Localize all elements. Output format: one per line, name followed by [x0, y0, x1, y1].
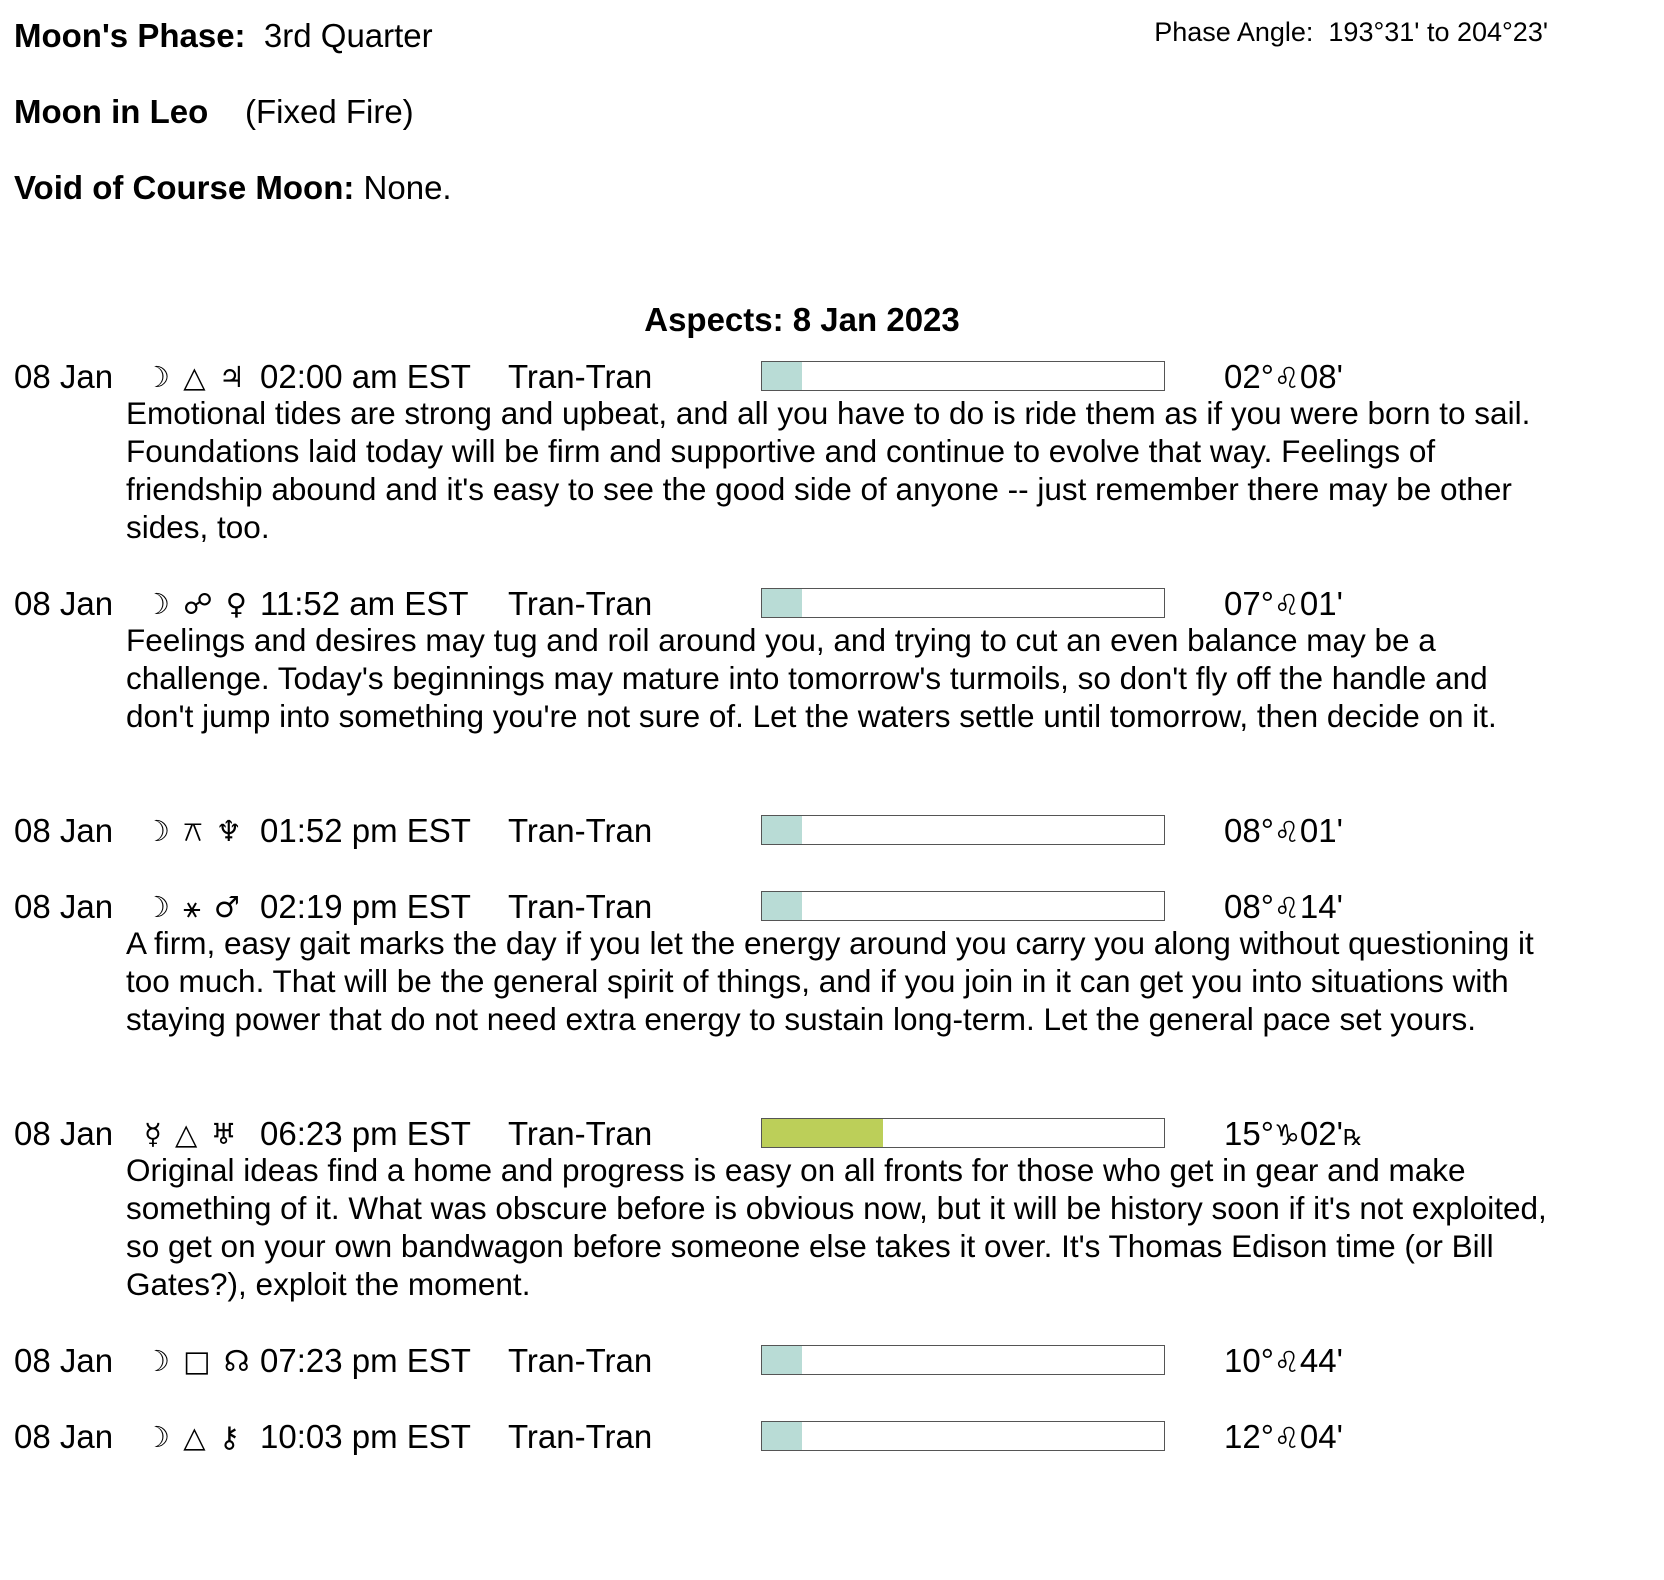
position-minutes: 01' [1299, 585, 1343, 622]
zodiac-sign-icon: ♌ [1273, 1421, 1300, 1455]
aspect-date: 08 Jan [14, 888, 114, 925]
aspect-position [1224, 584, 1343, 625]
aspect-description: Emotional tides are strong and upbeat, and all you have to do is ride them as if you were born to sail. Foundations laid today will be firm and supportive and continue to evolve that way. Feelings of friendship abound and it's easy to see the good side of anyone -- just remember there may be other sides, too. [126, 395, 1531, 545]
void-label: Void of Course Moon: [14, 169, 355, 206]
aspect-symbols: ☽ ⚹ ♂ [144, 890, 242, 924]
aspect-position [1224, 1417, 1343, 1458]
aspect-time: 07:23 pm EST [260, 1342, 471, 1379]
zodiac-sign-icon: ♌ [1273, 815, 1300, 849]
aspect-strength-bar [761, 1421, 1165, 1451]
aspect-entry [0, 1417, 1664, 1457]
zodiac-sign-icon: ♌ [1273, 891, 1300, 925]
aspect-description: A firm, easy gait marks the day if you let the energy around you carry you along without questioning it too much. That will be the general spirit of things, and if you join in it can get you into situations with staying power that do not need extra energy to sustain long-term. Let the general pace set yours. [126, 925, 1534, 1037]
aspect-strength-bar [761, 588, 1165, 618]
aspect-type: Tran-Tran [508, 1418, 653, 1455]
aspect-row [0, 1114, 1664, 1154]
aspect-time: 11:52 am EST [260, 585, 469, 622]
aspect-strength-fill [762, 1422, 802, 1450]
position-minutes: 04' [1299, 1418, 1343, 1455]
aspect-symbols: ☿ △ ♅ [144, 1117, 239, 1151]
aspect-strength-fill [762, 1119, 883, 1147]
aspect-entry [0, 1114, 1664, 1303]
aspect-symbols: ☽ □ ☊ [144, 1344, 252, 1378]
aspect-strength-bar [761, 1118, 1165, 1148]
aspect-date: 08 Jan [14, 585, 114, 622]
aspect-row [0, 887, 1664, 927]
aspect-row [0, 1417, 1664, 1457]
moon-sign-label: Moon in Leo [14, 93, 209, 130]
aspect-entry [0, 811, 1664, 851]
zodiac-sign-icon: ♌ [1273, 588, 1300, 622]
aspect-entry [0, 1341, 1664, 1381]
moon-sign-element: (Fixed Fire) [244, 93, 414, 130]
aspect-type: Tran-Tran [508, 1115, 653, 1152]
void-value: None. [363, 169, 452, 206]
aspects-title: Aspects: 8 Jan 2023 [644, 301, 960, 338]
moon-phase-line [14, 16, 433, 56]
aspect-type: Tran-Tran [508, 812, 653, 849]
aspect-position [1224, 357, 1343, 398]
aspect-strength-fill [762, 1346, 802, 1374]
void-of-course-line [14, 168, 452, 208]
aspect-entry [0, 887, 1664, 1038]
aspect-row [0, 1341, 1664, 1381]
aspect-strength-fill [762, 589, 802, 617]
aspect-symbols: ☽ ⚻ ♆ [144, 814, 244, 848]
position-minutes: 44' [1299, 1342, 1343, 1379]
aspect-time: 02:00 am EST [260, 358, 471, 395]
aspect-date: 08 Jan [14, 1418, 114, 1455]
aspect-description: Original ideas find a home and progress is easy on all fronts for those who get in gear and make something of it. What was obscure before is obvious now, but it will be history soon if it's not exploited, so get on your own bandwagon before someone else takes it over. It's Thomas Edison time (or Bill Gates?), exploit the moment. [126, 1152, 1547, 1302]
aspect-row [0, 811, 1664, 851]
moon-phase-value: 3rd Quarter [263, 17, 433, 54]
aspect-strength-fill [762, 892, 802, 920]
phase-angle [1154, 14, 1548, 50]
position-degrees: 15° [1224, 1115, 1274, 1152]
aspect-row [0, 357, 1664, 397]
position-degrees: 12° [1224, 1418, 1274, 1455]
position-degrees: 07° [1224, 585, 1274, 622]
zodiac-sign-icon: ♌ [1273, 1345, 1300, 1379]
aspect-type: Tran-Tran [508, 585, 653, 622]
aspect-strength-fill [762, 362, 802, 390]
phase-angle-value: 193°31' to 204°23' [1328, 17, 1548, 47]
aspect-position [1224, 1114, 1363, 1159]
aspect-time: 06:23 pm EST [260, 1115, 471, 1152]
aspect-position [1224, 887, 1343, 928]
retrograde-icon: ℞ [1342, 1126, 1363, 1151]
aspect-symbols: ☽ △ ⚷ [144, 1420, 242, 1454]
zodiac-sign-icon: ♑ [1273, 1118, 1300, 1152]
phase-angle-label: Phase Angle: [1154, 17, 1314, 47]
aspect-date: 08 Jan [14, 358, 114, 395]
aspect-symbols: ☽ △ ♃ [144, 360, 247, 394]
aspect-date: 08 Jan [14, 1342, 114, 1379]
position-degrees: 08° [1224, 812, 1274, 849]
aspect-type: Tran-Tran [508, 358, 653, 395]
aspect-time: 01:52 pm EST [260, 812, 471, 849]
aspect-strength-bar [761, 891, 1165, 921]
aspect-strength-bar [761, 361, 1165, 391]
position-minutes: 08' [1299, 358, 1343, 395]
aspect-entry [0, 357, 1664, 546]
position-minutes: 01' [1299, 812, 1343, 849]
aspect-entry [0, 584, 1664, 735]
position-minutes: 02' [1299, 1115, 1343, 1152]
aspect-strength-fill [762, 816, 802, 844]
aspect-date: 08 Jan [14, 812, 114, 849]
position-degrees: 02° [1224, 358, 1274, 395]
position-degrees: 08° [1224, 888, 1274, 925]
aspect-strength-bar [761, 1345, 1165, 1375]
aspect-row [0, 584, 1664, 624]
aspect-description: Feelings and desires may tug and roil around you, and trying to cut an even balance may be a challenge. Today's beginnings may mature into tomorrow's turmoils, so don't fly off the handle and don't jump into something you're not sure of. Let the waters settle until tomorrow, then decide on it. [126, 622, 1497, 734]
zodiac-sign-icon: ♌ [1273, 361, 1300, 395]
position-minutes: 14' [1299, 888, 1343, 925]
aspect-time: 02:19 pm EST [260, 888, 471, 925]
aspect-strength-bar [761, 815, 1165, 845]
aspect-type: Tran-Tran [508, 1342, 653, 1379]
aspect-date: 08 Jan [14, 1115, 114, 1152]
moon-sign-line [14, 92, 414, 132]
aspect-position [1224, 1341, 1343, 1382]
moon-phase-label: Moon's Phase: [14, 17, 246, 54]
aspect-position [1224, 811, 1343, 852]
aspect-symbols: ☽ ☍ ♀ [144, 587, 250, 621]
aspect-type: Tran-Tran [508, 888, 653, 925]
aspect-time: 10:03 pm EST [260, 1418, 471, 1455]
position-degrees: 10° [1224, 1342, 1274, 1379]
